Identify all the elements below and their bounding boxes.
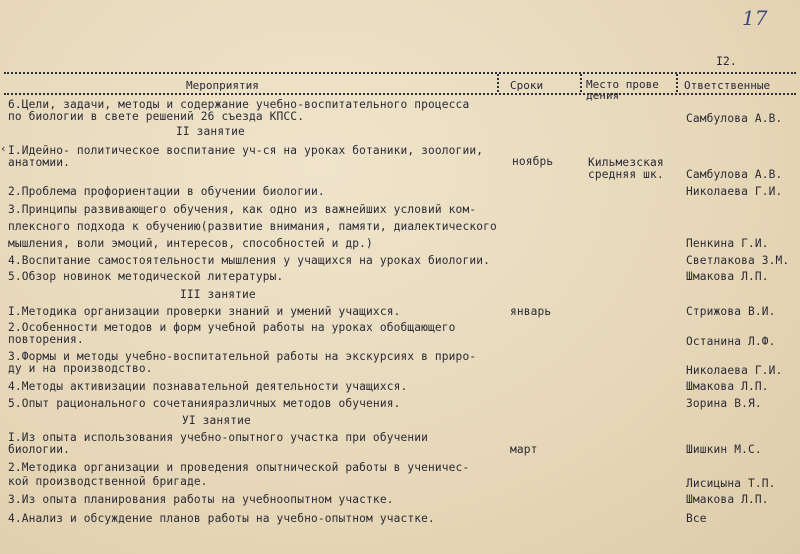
item-text: I.Идейно- политическое воспитание уч-ся на уроках ботаники, зоологии, — [8, 144, 484, 157]
responsible: Самбулова А.В. — [686, 112, 783, 125]
responsible: Светлакова З.М. — [686, 254, 790, 267]
responsible: Стрижова В.И. — [686, 305, 776, 318]
responsible: Николаева Г.И. — [686, 185, 783, 198]
item-text: плексного подхода к обучению(развитие внимания, памяти, диалектического — [8, 220, 497, 233]
section-heading: УI занятие — [182, 414, 251, 427]
responsible: Все — [686, 512, 707, 525]
responsible: Шишкин М.С. — [686, 443, 762, 456]
place: Кильмезская — [588, 156, 664, 169]
responsible: Лисицына Т.П. — [686, 477, 776, 490]
header-responsible: Ответственные — [684, 79, 771, 92]
handwritten-page-number: 17 — [742, 6, 768, 30]
item-text: биологии. — [8, 443, 70, 456]
header-dates: Сроки — [510, 79, 544, 92]
header-place-line1: Место прове — [586, 78, 659, 91]
item-text: 3.Формы и методы учебно-воспитательной работы на экскурсиях в приро- — [8, 350, 477, 363]
item-text: кой производственной бригаде. — [8, 475, 208, 488]
responsible: Пенкина Г.И. — [686, 237, 769, 250]
date: ноябрь — [512, 155, 554, 168]
responsible: Шмакова Л.П. — [686, 493, 769, 506]
responsible: Зорина В.Я. — [686, 397, 762, 410]
item-text: ду и на производство. — [8, 362, 153, 375]
responsible: Останина Л.Ф. — [686, 335, 776, 348]
item-text: по биологии в свете решений 26 съезда КПСС. — [8, 110, 305, 123]
item-text: 4.Воспитание самостоятельности мышления у учащихся на уроках биологии. — [8, 254, 490, 267]
header-divider — [580, 74, 582, 92]
section-heading: III занятие — [180, 288, 256, 301]
date: январь — [510, 305, 552, 318]
responsible: Шмакова Л.П. — [686, 380, 769, 393]
responsible: Николаева Г.И. — [686, 364, 783, 377]
item-text: 2.Особенности методов и форм учебной работы на уроках обобщающего — [8, 321, 456, 334]
item-text: 6.Цели, задачи, методы и содержание учебно-воспитательного процесса — [8, 98, 470, 111]
header-place-line2: дения — [586, 89, 620, 102]
header-divider — [676, 74, 678, 92]
page-number: I2. — [716, 54, 737, 68]
item-text: мышления, воли эмоций, интересов, способностей и др.) — [8, 237, 373, 250]
item-text: 5.Опыт рационального сочетанияразличных методов обучения. — [8, 397, 401, 410]
item-text: 4.Анализ и обсуждение планов работы на учебно-опытном участке. — [8, 512, 435, 525]
section-heading: II занятие — [176, 125, 245, 138]
item-text: I.Из опыта использования учебно-опытного участка при обучении — [8, 431, 429, 444]
header-divider — [497, 74, 499, 92]
item-text: 2.Методика организации и проведения опытнической работы в ученичес- — [8, 461, 470, 474]
item-text: I.Методика организации проверки знаний и умений учащихся. — [8, 305, 401, 318]
item-text: повторения. — [8, 333, 84, 346]
item-text: 3.Принципы развивающего обучения, как одно из важнейших условий ком- — [8, 203, 477, 216]
margin-mark: ‹ — [0, 142, 7, 155]
date: март — [510, 443, 538, 456]
item-text: 3.Из опыта планирования работы на учебноопытном участке. — [8, 493, 394, 506]
item-text: анатомии. — [8, 156, 70, 169]
item-text: 2.Проблема профориентации в обучении биологии. — [8, 185, 325, 198]
responsible: Шмакова Л.П. — [686, 270, 769, 283]
item-text: 5.Обзор новинок методической литературы. — [8, 270, 284, 283]
place: средняя шк. — [588, 168, 664, 181]
responsible: Самбулова А.В. — [686, 168, 783, 181]
header-events: Мероприятия — [186, 79, 259, 92]
item-text: 4.Методы активизации познавательной деятельности учащихся. — [8, 380, 408, 393]
header-bottom-rule — [4, 93, 796, 95]
